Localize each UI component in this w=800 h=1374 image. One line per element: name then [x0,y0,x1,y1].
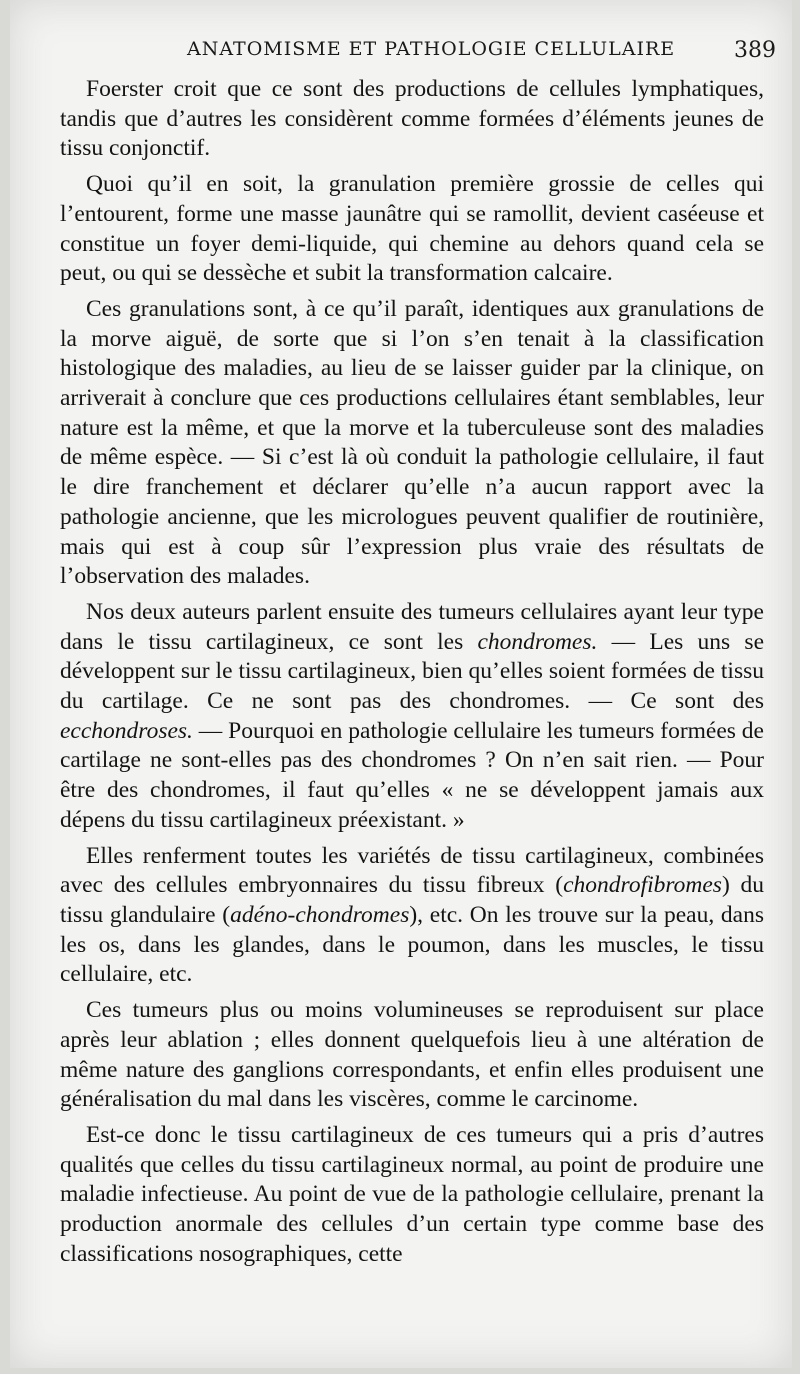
paragraph-4 [60,598,764,836]
paragraph-5-text-a: Elles renferment toutes les variétés de tissu cartilagineux, combinées avec des cellules embryonnaires du tissu fibreux ( [60,842,764,899]
paragraph-5-text-e: ), etc. On les trouve sur la peau, dans les os, dans les glandes, dans le poumon, dans les muscles, le tissu cellulaire, etc. [60,901,764,988]
paragraph-7: Est-ce donc le tissu cartilagineux de ces tumeurs qui a pris d’autres qualités que celles du tissu cartilagineux normal, au point de produire une maladie infectieuse. Au point de vue de la pathologie cellulaire, prenant la production anormale des cellules d’un certain type comme base des classifications nosographiques, cette [60,1121,764,1267]
page-header [82,38,776,68]
paragraph-5 [60,842,764,991]
page-number: 389 [734,38,776,63]
paragraph-4-text-c: — Les uns se développent sur le tissu cartilagineux, bien qu’elles soient formées de tissu du cartilage. Ce ne sont pas des chondromes. — Ce sont des [60,628,765,715]
running-title: ANATOMISME ET PATHOLOGIE CELLULAIRE [187,38,676,60]
paragraph-4-text-a: Nos deux auteurs parlent ensuite des tumeurs cellulaires ayant leur type dans le tissu cartilagineux, ce sont les [60,598,764,655]
paragraph-6: Ces tumeurs plus ou moins volumineuses se reproduisent sur place après leur ablation ; elles donnent quelquefois lieu à une altération de même nature des ganglions correspondants, et enfin elles produisent une généralisation du mal dans les viscères, comme le carcinome. [60,997,764,1113]
paragraph-2: Quoi qu’il en soit, la granulation première grossie de celles qui l’entourent, forme une masse jaunâtre qui se ramollit, devient caséeuse et constitue un foyer demi-liquide, qui chemine au dehors quand cela se peut, ou qui se dessèche et subit la transformation calcaire. [60,171,764,287]
paragraph-1: Foerster croit que ce sont des productions de cellules lymphatiques, tandis que d’autres les considèrent comme formées d’éléments jeunes de tissu conjonctif. [60,76,764,162]
term-adeno-chondromes: adéno-chondromes [230,901,410,928]
book-page [10,0,792,1368]
paragraph-3: Ces granulations sont, à ce qu’il paraît, identiques aux granulations de la morve aiguë, de sorte que si l’on s’en tenait à la classification histologique des maladies, au lieu de se laisser guider par la clinique, on arriverait à conclure que ces productions cellulaires étant semblables, leur nature est la même, et que la morve et la tuberculeuse sont des maladies de même espèce. — Si c’est là où conduit la pathologie cellulaire, il faut le dire franchement et déclarer qu’elle n’a aucun rapport avec la pathologie ancienne, que les micrologues peuvent qualifier de routinière, mais qui est à coup sûr l’expression plus vraie des résultats de l’observation des malades. [60,295,764,590]
body-text [60,75,764,1275]
term-chondromes: chondromes. [477,628,598,655]
paragraph-5-text-c: ) du tissu glandulaire ( [60,872,764,928]
term-ecchondroses: ecchondroses. [60,717,193,744]
paragraph-4-text-e: — Pourquoi en pathologie cellulaire les tumeurs formées de cartilage ne sont-elles pas des chondromes ? On n’en sait rien. — Pour être des chondromes, il faut qu’elles « ne se développent jamais aux dépens du tissu cartilagineux préexistant. » [60,717,764,833]
term-chondrofibromes: chondrofibromes [563,872,722,899]
